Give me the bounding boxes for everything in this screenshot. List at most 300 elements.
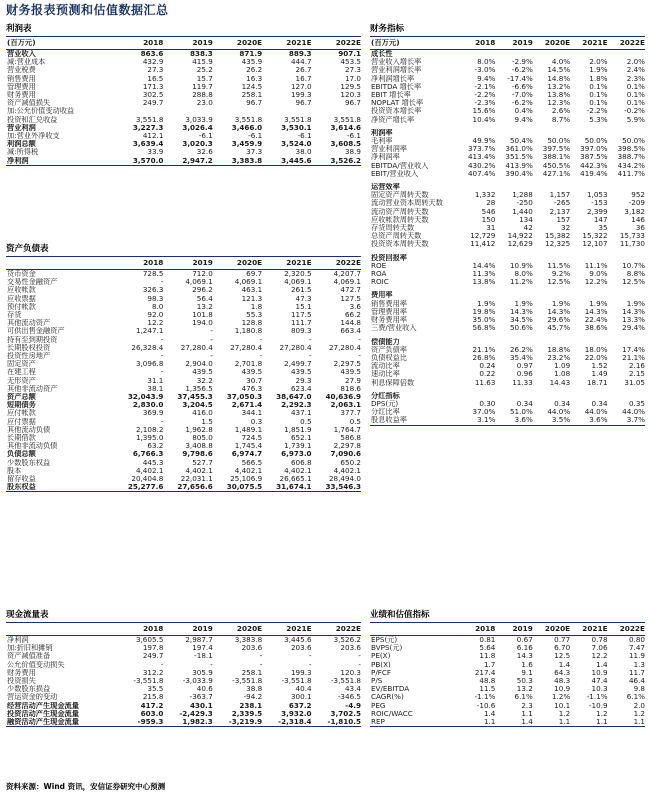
row-value: 1.4: [558, 660, 571, 669]
row-value: [213, 107, 262, 115]
row-value: 11.1%: [584, 261, 608, 270]
row-value: -250: [516, 199, 533, 208]
financial-ratios-panel: [370, 22, 645, 426]
row-value: 14.43: [549, 378, 571, 387]
row-value: 2,830.0: [132, 401, 164, 410]
group-title-filler: [458, 392, 495, 400]
row-value: 20,404.8: [131, 475, 164, 484]
table-row: [6, 124, 361, 132]
table-row: [370, 408, 645, 416]
row-value: 435.9: [241, 58, 263, 67]
cash-flow-title: 现金流量表: [6, 610, 49, 620]
balance-sheet-table: [6, 256, 361, 492]
row-value: 0.97: [516, 362, 533, 371]
row-value: 9.4%: [477, 74, 496, 83]
row-value: 2.4%: [626, 66, 645, 75]
table-row: [6, 83, 361, 91]
row-value: 377.7: [340, 409, 361, 418]
row-label: 其他非流动负债: [7, 442, 58, 451]
row-value: 0.78: [591, 635, 608, 644]
row-value: 1.9%: [514, 299, 533, 308]
row-value: 663.4: [340, 327, 361, 336]
row-value: 9.1: [521, 668, 533, 677]
table-row: [6, 344, 361, 352]
row-label: 存货周转天数: [371, 224, 415, 233]
row-value: 25,106.9: [230, 475, 263, 484]
row-value: [114, 107, 163, 115]
group-title-filler: [458, 129, 495, 137]
table-row: [370, 240, 645, 248]
row-value: 4,069.1: [284, 278, 312, 287]
row-value: 19.8%: [472, 307, 496, 316]
row-value: 9.2%: [551, 270, 571, 279]
group-title: 成长性: [371, 49, 393, 58]
row-value: 6.1%: [514, 693, 533, 702]
row-value: 10.3: [591, 685, 608, 694]
row-label: 营业收入: [7, 49, 36, 58]
row-value: 566.5: [241, 458, 263, 467]
row-label: 少数股东权益: [7, 458, 51, 467]
row-value: 439.5: [192, 368, 213, 377]
row-label: ROA: [371, 270, 387, 279]
row-value: -346.5: [337, 693, 361, 702]
row-value: 11.2%: [509, 278, 533, 287]
table-row: [6, 311, 361, 319]
group-title-filler: [570, 50, 607, 59]
row-value: 96.7: [344, 99, 361, 108]
table-row: [6, 644, 361, 652]
row-value: 0.35: [628, 399, 645, 408]
row-value: 21.1%: [622, 353, 645, 362]
row-value: -: [259, 660, 263, 669]
row-value: -4.9: [345, 701, 361, 710]
unit-label: (百万元): [6, 37, 114, 50]
row-value: 3,614.6: [330, 123, 361, 132]
row-value: 3,551.8: [234, 115, 263, 124]
row-label: 销售费用: [7, 74, 36, 83]
row-value: 5.64: [479, 644, 496, 653]
row-value: 6.1%: [626, 693, 645, 702]
row-label: EBITDA/营业收入: [371, 161, 429, 170]
table-row: [370, 379, 645, 387]
row-value: 623.4: [290, 384, 312, 393]
year-header: 2018: [114, 37, 163, 50]
row-value: 1.09: [554, 362, 571, 371]
row-value: -: [210, 352, 213, 361]
row-value: 1.4: [495, 718, 532, 727]
row-value: -: [259, 335, 263, 344]
table-row: [370, 693, 645, 701]
year-header: 2018: [458, 623, 495, 636]
row-value: 1.5: [201, 417, 213, 426]
row-value: 17.4%: [622, 345, 645, 354]
row-value: -209: [628, 199, 645, 208]
row-value: 27.3: [147, 66, 164, 75]
row-label: EV/EBITDA: [371, 685, 410, 694]
group-title-filler: [570, 129, 607, 137]
year-header: 2022E: [608, 37, 645, 50]
row-value: 1.2: [633, 709, 645, 718]
row-value: 2.3%: [626, 74, 645, 83]
table-row: [370, 316, 645, 324]
row-value: 38,647.0: [276, 393, 312, 402]
row-value: -265: [553, 199, 571, 208]
row-value: 2.0%: [589, 58, 608, 67]
row-value: -6.1: [297, 132, 312, 141]
year-header: 2018: [458, 37, 495, 50]
table-row: [6, 75, 361, 83]
table-row: [370, 208, 645, 216]
table-row: [370, 278, 645, 286]
row-value: 15.6%: [472, 107, 496, 116]
row-value: 889.3: [288, 49, 312, 58]
row-value: 1,180.8: [234, 327, 263, 336]
row-value: 15.7: [196, 74, 213, 83]
row-label: EBIT 增长率: [371, 91, 411, 100]
row-value: 3.6%: [570, 416, 607, 425]
row-value: 10.4%: [472, 115, 496, 124]
row-value: 25.2: [196, 66, 213, 75]
row-value: 4,402.1: [185, 466, 213, 475]
row-value: -17.4%: [507, 74, 533, 83]
row-value: 22,031.1: [180, 475, 213, 484]
row-label: 融资活动产生现金流量: [6, 718, 114, 727]
table-row: [6, 409, 361, 417]
row-value: 312.2: [142, 668, 164, 677]
row-label: 管理费用率: [371, 307, 407, 316]
row-value: 2,701.8: [234, 360, 263, 369]
row-value: 6,766.3: [132, 450, 164, 459]
row-value: 1,157: [549, 191, 571, 200]
table-row: [370, 669, 645, 677]
row-value: 288.8: [192, 91, 213, 100]
row-value: -: [308, 335, 312, 344]
row-value: 2,947.2: [163, 157, 212, 166]
row-value: 439.5: [241, 368, 263, 377]
row-value: 203.6: [290, 644, 312, 653]
row-value: 1,962.8: [185, 425, 213, 434]
row-value: 30.7: [246, 376, 263, 385]
row-value: 3,182: [624, 207, 645, 216]
row-label: REP: [370, 718, 458, 727]
row-value: 48.3: [554, 677, 571, 686]
row-label: CAGR(%): [371, 693, 404, 702]
table-row: [370, 116, 645, 124]
group-title-filler: [458, 50, 495, 59]
row-label: 持有至到期投资: [7, 335, 58, 344]
row-value: -3,551.8: [330, 677, 361, 686]
group-title-row: [370, 392, 645, 400]
row-label: 财务费用率: [371, 316, 407, 325]
row-label: 货币资金: [7, 269, 36, 278]
row-label: 股息收益率: [370, 416, 458, 425]
row-value: 38.6%: [584, 324, 608, 333]
row-value: 111.7: [290, 319, 312, 328]
table-row: [370, 66, 645, 74]
row-value: 724.5: [241, 434, 263, 443]
row-label: 应收票据: [7, 294, 36, 303]
row-value: 101.8: [192, 311, 213, 320]
year-header: 2020E: [533, 37, 570, 50]
row-label: 公允价值变动损失: [7, 660, 65, 669]
table-row: [6, 352, 361, 360]
year-header: 2020E: [213, 37, 262, 50]
row-value: 27,280.4: [279, 343, 312, 352]
row-label: 应收帐款: [7, 286, 36, 295]
row-value: 3,020.3: [182, 140, 213, 149]
row-label: 固定资产周转天数: [371, 191, 429, 200]
row-value: 197.8: [142, 644, 164, 653]
row-value: 1.1: [521, 709, 533, 718]
row-value: 3,524.0: [281, 140, 312, 149]
row-value: 1.2: [558, 709, 571, 718]
row-value: 3,026.4: [182, 123, 213, 132]
row-value: 98.3: [147, 294, 164, 303]
row-value: 1,247.1: [135, 327, 164, 336]
row-value: 4,402.1: [333, 466, 361, 475]
row-value: 1.08: [554, 370, 571, 379]
row-label: 销售费用率: [371, 299, 407, 308]
row-value: 3,445.6: [284, 635, 312, 644]
row-value: 46.4: [628, 677, 645, 686]
row-value: 12,107: [582, 240, 608, 249]
row-value: 445.3: [142, 458, 164, 467]
row-value: 3,096.8: [135, 360, 164, 369]
row-value: 388.1%: [542, 153, 571, 162]
row-value: 10.1: [554, 701, 571, 710]
row-value: 14,922: [507, 232, 533, 241]
row-value: 296.2: [192, 286, 213, 295]
table-row: [370, 416, 645, 425]
row-label: 净利润: [6, 157, 114, 166]
row-value: 48.8: [479, 677, 496, 686]
row-label: 营运资金的变动: [7, 693, 58, 702]
row-value: 2.6%: [551, 107, 571, 116]
row-value: 42: [523, 224, 533, 233]
row-value: 4,207.7: [333, 269, 361, 278]
row-value: 31: [486, 224, 496, 233]
row-value: 28: [486, 199, 496, 208]
table-row: [370, 83, 645, 91]
row-label: 其他非流动资产: [7, 384, 58, 393]
row-value: 14.3%: [622, 307, 645, 316]
row-value: 397.0%: [580, 145, 608, 154]
row-value: 3,383.8: [213, 157, 262, 166]
row-value: 439.5: [340, 368, 361, 377]
group-title-filler: [608, 129, 645, 137]
row-value: -6.2%: [511, 66, 533, 75]
row-value: 14.3: [516, 652, 533, 661]
group-title-filler: [458, 254, 495, 262]
row-value: 12.2: [147, 319, 164, 328]
row-value: 650.2: [340, 458, 361, 467]
row-value: 12.2%: [584, 278, 608, 287]
row-value: 150: [481, 215, 496, 224]
row-value: -: [210, 335, 213, 344]
row-value: 434.2%: [617, 161, 645, 170]
row-value: 27,656.6: [163, 483, 212, 492]
row-value: 326.3: [142, 286, 164, 295]
row-value: 13.2: [516, 685, 533, 694]
row-value: 8.0%: [477, 58, 496, 67]
row-value: -94.2: [243, 693, 263, 702]
row-label: 总资产周转天数: [371, 232, 422, 241]
row-value: 3.7%: [608, 416, 645, 425]
row-value: 1,745.4: [234, 442, 263, 451]
table-row: [6, 393, 361, 401]
table-row: [6, 270, 361, 279]
table-row: [6, 710, 361, 718]
table-row: [6, 50, 361, 59]
year-header: 2018: [114, 623, 163, 636]
row-label: 加:营业外净收支: [7, 132, 60, 141]
group-title-filler: [533, 392, 570, 400]
row-label: 利息保障倍数: [371, 378, 415, 387]
row-value: 1.3: [633, 660, 645, 669]
table-row: [370, 702, 645, 710]
table-row: [6, 148, 361, 156]
row-value: 3.5%: [533, 416, 570, 425]
row-value: 1,440: [512, 207, 533, 216]
row-value: 30,075.5: [213, 483, 262, 492]
row-value: 55.3: [246, 311, 263, 320]
row-value: 2,292.3: [281, 401, 312, 410]
row-value: 444.7: [290, 58, 312, 67]
group-title-filler: [533, 254, 570, 262]
row-value: 586.8: [340, 434, 361, 443]
row-value: 1.1: [533, 718, 570, 727]
group-title-filler: [608, 183, 645, 191]
row-label: 净利润: [7, 635, 29, 644]
row-value: 2,108.2: [135, 425, 164, 434]
row-value: 3,570.0: [114, 157, 163, 166]
row-value: -: [358, 652, 361, 661]
financial-ratios-table: [370, 36, 645, 426]
row-value: 2,137: [549, 207, 571, 216]
row-value: 26,328.4: [131, 343, 164, 352]
group-title-filler: [570, 338, 607, 346]
header-row: [6, 37, 361, 50]
row-label: NOPLAT 增长率: [371, 99, 424, 108]
row-value: 1.2%: [551, 693, 571, 702]
year-header: 2019: [163, 37, 212, 50]
row-value: 3,383.8: [234, 635, 263, 644]
row-value: 11.8: [479, 652, 496, 661]
row-value: 14.3%: [547, 307, 571, 316]
row-value: 3,459.9: [231, 140, 263, 149]
row-value: -: [358, 352, 361, 361]
row-value: 27,280.4: [180, 343, 213, 352]
row-value: 13.3%: [622, 316, 645, 325]
row-label: 投资和汇兑收益: [7, 115, 58, 124]
row-value: 1.9%: [589, 299, 608, 308]
year-header: 2020E: [213, 623, 262, 636]
row-value: 14.8%: [547, 74, 571, 83]
year-header: 2020E: [533, 623, 570, 636]
row-value: 32,043.9: [127, 393, 164, 402]
table-row: [6, 677, 361, 685]
year-header: 2021E: [262, 623, 311, 636]
row-value: 12.5%: [547, 278, 571, 287]
row-label: P/FCF: [371, 668, 392, 677]
cash-flow-panel: [6, 608, 361, 727]
group-title-filler: [608, 392, 645, 400]
row-value: 1,764.7: [333, 425, 361, 434]
row-value: 472.7: [340, 286, 361, 295]
row-value: 47.3: [295, 294, 312, 303]
row-value: 453.5: [340, 58, 361, 67]
year-header: 2019: [163, 623, 212, 636]
table-row: [6, 286, 361, 294]
row-value: 652.1: [290, 434, 312, 443]
row-value: -: [160, 352, 164, 361]
row-value: 66.2: [344, 311, 361, 320]
row-value: 3,526.2: [333, 635, 361, 644]
table-row: [6, 401, 361, 409]
group-title-filler: [458, 291, 495, 299]
row-value: 25,277.6: [114, 483, 163, 492]
row-value: 4.0%: [551, 58, 571, 67]
row-value: 430.1: [190, 701, 213, 710]
table-row: [6, 718, 361, 727]
row-value: 38.1: [147, 384, 164, 393]
row-value: 1.1: [458, 718, 495, 727]
row-value: 23.0: [196, 99, 213, 108]
row-value: -2.3%: [474, 99, 496, 108]
row-label: EPS(元): [371, 635, 398, 644]
row-value: 2.16: [628, 362, 645, 371]
row-value: 6.16: [516, 644, 533, 653]
balance-sheet-panel: [6, 242, 361, 492]
row-label: 短期债务: [7, 401, 36, 410]
row-value: 26.2: [246, 66, 263, 75]
row-value: [262, 107, 311, 115]
row-value: 546: [481, 207, 496, 216]
row-value: 50.0%: [622, 137, 645, 146]
row-value: 29.6%: [547, 316, 571, 325]
row-value: 1.9%: [477, 299, 496, 308]
row-value: -0.2%: [624, 107, 645, 116]
row-value: 16.5: [147, 74, 164, 83]
row-value: 5.3%: [589, 115, 608, 124]
row-value: -363.7: [189, 693, 213, 702]
row-value: 305.9: [192, 668, 213, 677]
table-row: [370, 636, 645, 645]
row-value: 0.1%: [626, 91, 645, 100]
table-row: [6, 58, 361, 66]
row-label: 预付帐款: [7, 302, 36, 311]
row-value: 809.3: [290, 327, 312, 336]
row-value: 1,356.5: [185, 384, 213, 393]
row-label: 毛利率: [371, 137, 393, 146]
row-value: 203.6: [241, 644, 263, 653]
row-value: 18.71: [586, 378, 608, 387]
row-label: 长期股权投资: [7, 343, 51, 352]
row-value: 22.4%: [584, 316, 608, 325]
row-label: 留存收益: [7, 475, 36, 484]
row-value: 56.4: [196, 294, 213, 303]
row-value: 15,382: [545, 232, 571, 241]
table-row: [6, 661, 361, 669]
row-label: 可供出售金融资产: [7, 327, 65, 336]
row-value: 9.8: [633, 685, 645, 694]
row-value: 2.3: [521, 701, 533, 710]
row-label: 固定资产: [7, 360, 36, 369]
row-value: 49.9%: [472, 137, 496, 146]
balance-sheet-title: 资产负债表: [6, 244, 49, 254]
table-row: [6, 368, 361, 376]
row-value: 603.0: [140, 709, 164, 718]
